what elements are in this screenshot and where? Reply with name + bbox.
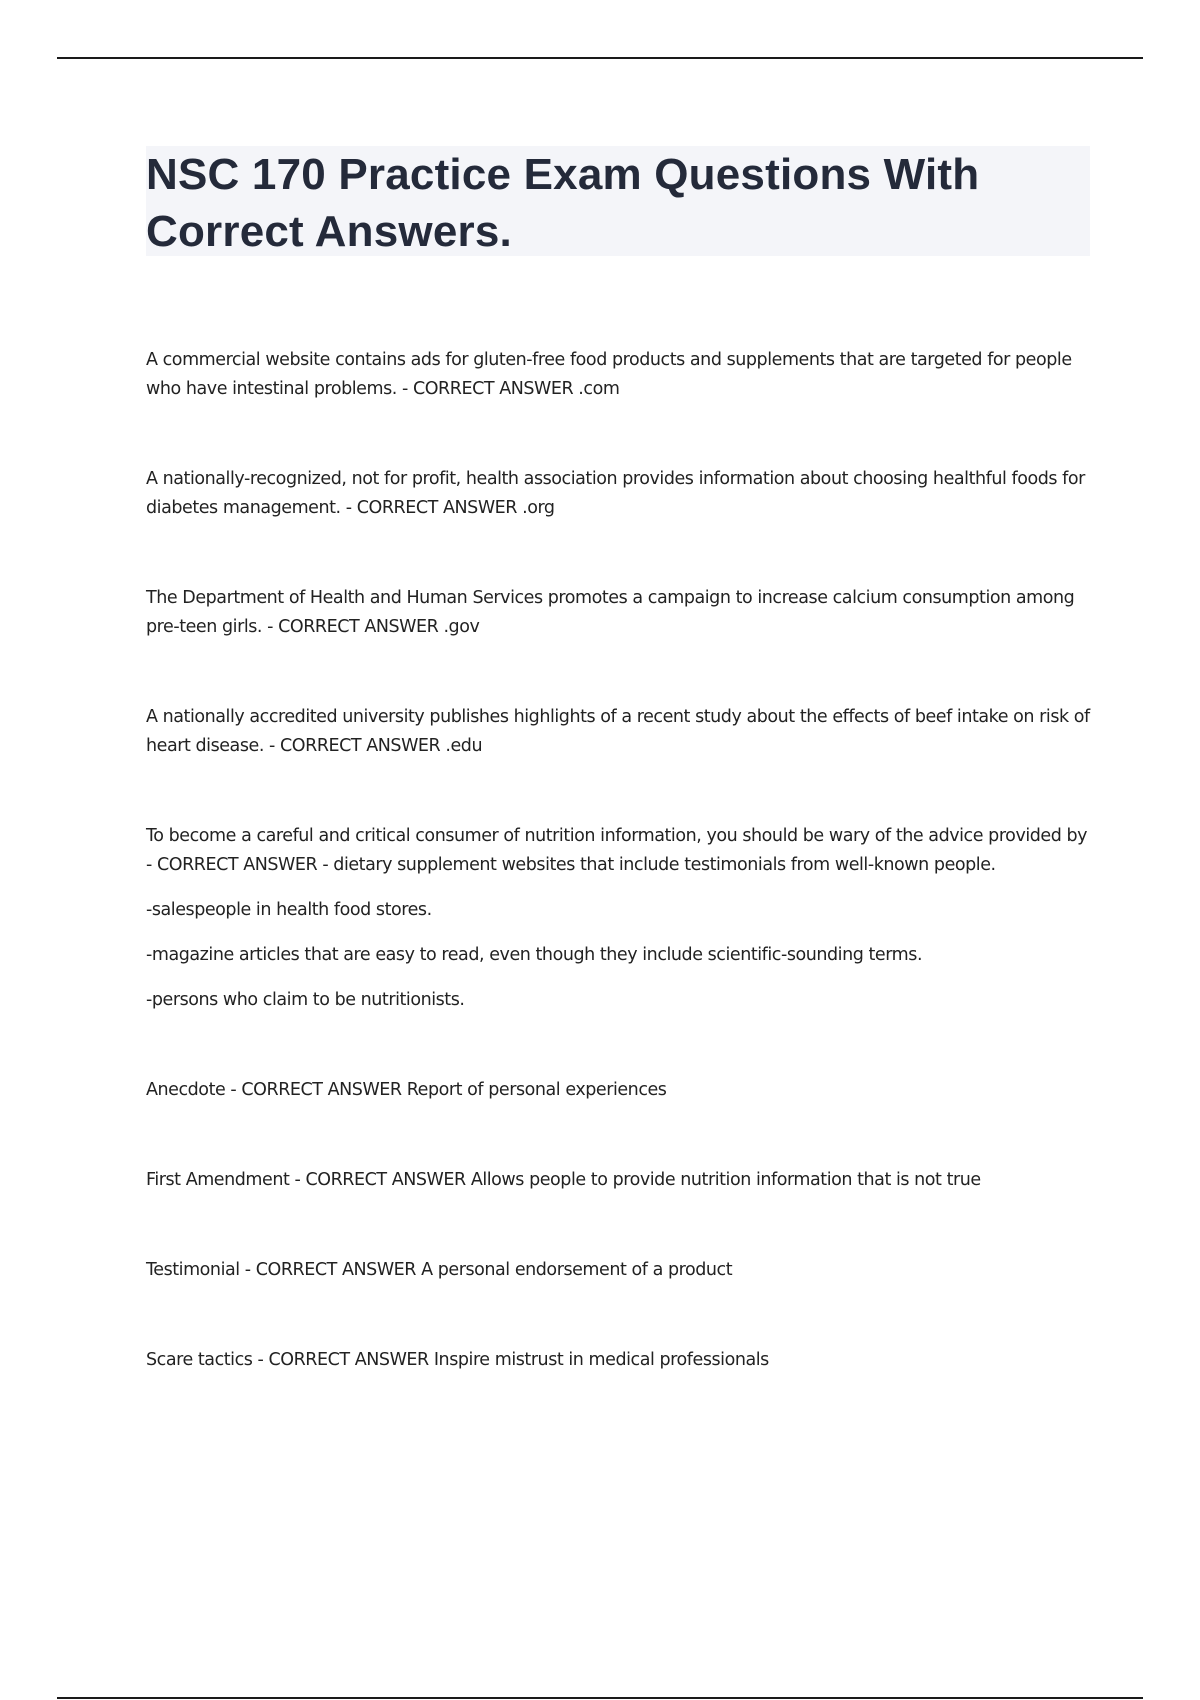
title-banner bbox=[146, 146, 1090, 256]
page-title: NSC 170 Practice Exam Questions With Correct Answers. bbox=[146, 150, 980, 256]
qa-item: A commercial website contains ads for gluten-free food products and supplements that are targeted for people who have intestinal problems. - CORRECT ANSWER .com bbox=[146, 350, 1072, 399]
answer-list-item: -magazine articles that are easy to read, even though they include scientific-sounding terms. bbox=[146, 945, 923, 965]
qa-item: First Amendment - CORRECT ANSWER Allows people to provide nutrition information that is not true bbox=[146, 1170, 981, 1190]
qa-item: Testimonial - CORRECT ANSWER A personal endorsement of a product bbox=[146, 1260, 733, 1280]
qa-item: Anecdote - CORRECT ANSWER Report of personal experiences bbox=[146, 1080, 667, 1100]
qa-item: A nationally accredited university publishes highlights of a recent study about the effects of beef intake on risk of heart disease. - CORRECT ANSWER .edu bbox=[146, 707, 1090, 756]
qa-item: The Department of Health and Human Services promotes a campaign to increase calcium consumption among pre-teen girls. - CORRECT ANSWER .gov bbox=[146, 588, 1075, 637]
answer-list-item: -salespeople in health food stores. bbox=[146, 900, 432, 920]
document-body bbox=[146, 346, 1090, 1375]
answer-list-item: -persons who claim to be nutritionists. bbox=[146, 990, 465, 1010]
bottom-rule bbox=[57, 1697, 1143, 1699]
top-rule bbox=[57, 57, 1143, 59]
qa-item: Scare tactics - CORRECT ANSWER Inspire mistrust in medical professionals bbox=[146, 1350, 769, 1370]
qa-item: A nationally-recognized, not for profit, health association provides information about choosing healthful foods for diabetes management. - CORRECT ANSWER .org bbox=[146, 469, 1085, 518]
qa-item: To become a careful and critical consumer of nutrition information, you should be wary of the advice provided by - CORRECT ANSWER - dietary supplement websites that include testimonials from well-known people. bbox=[146, 826, 1088, 875]
